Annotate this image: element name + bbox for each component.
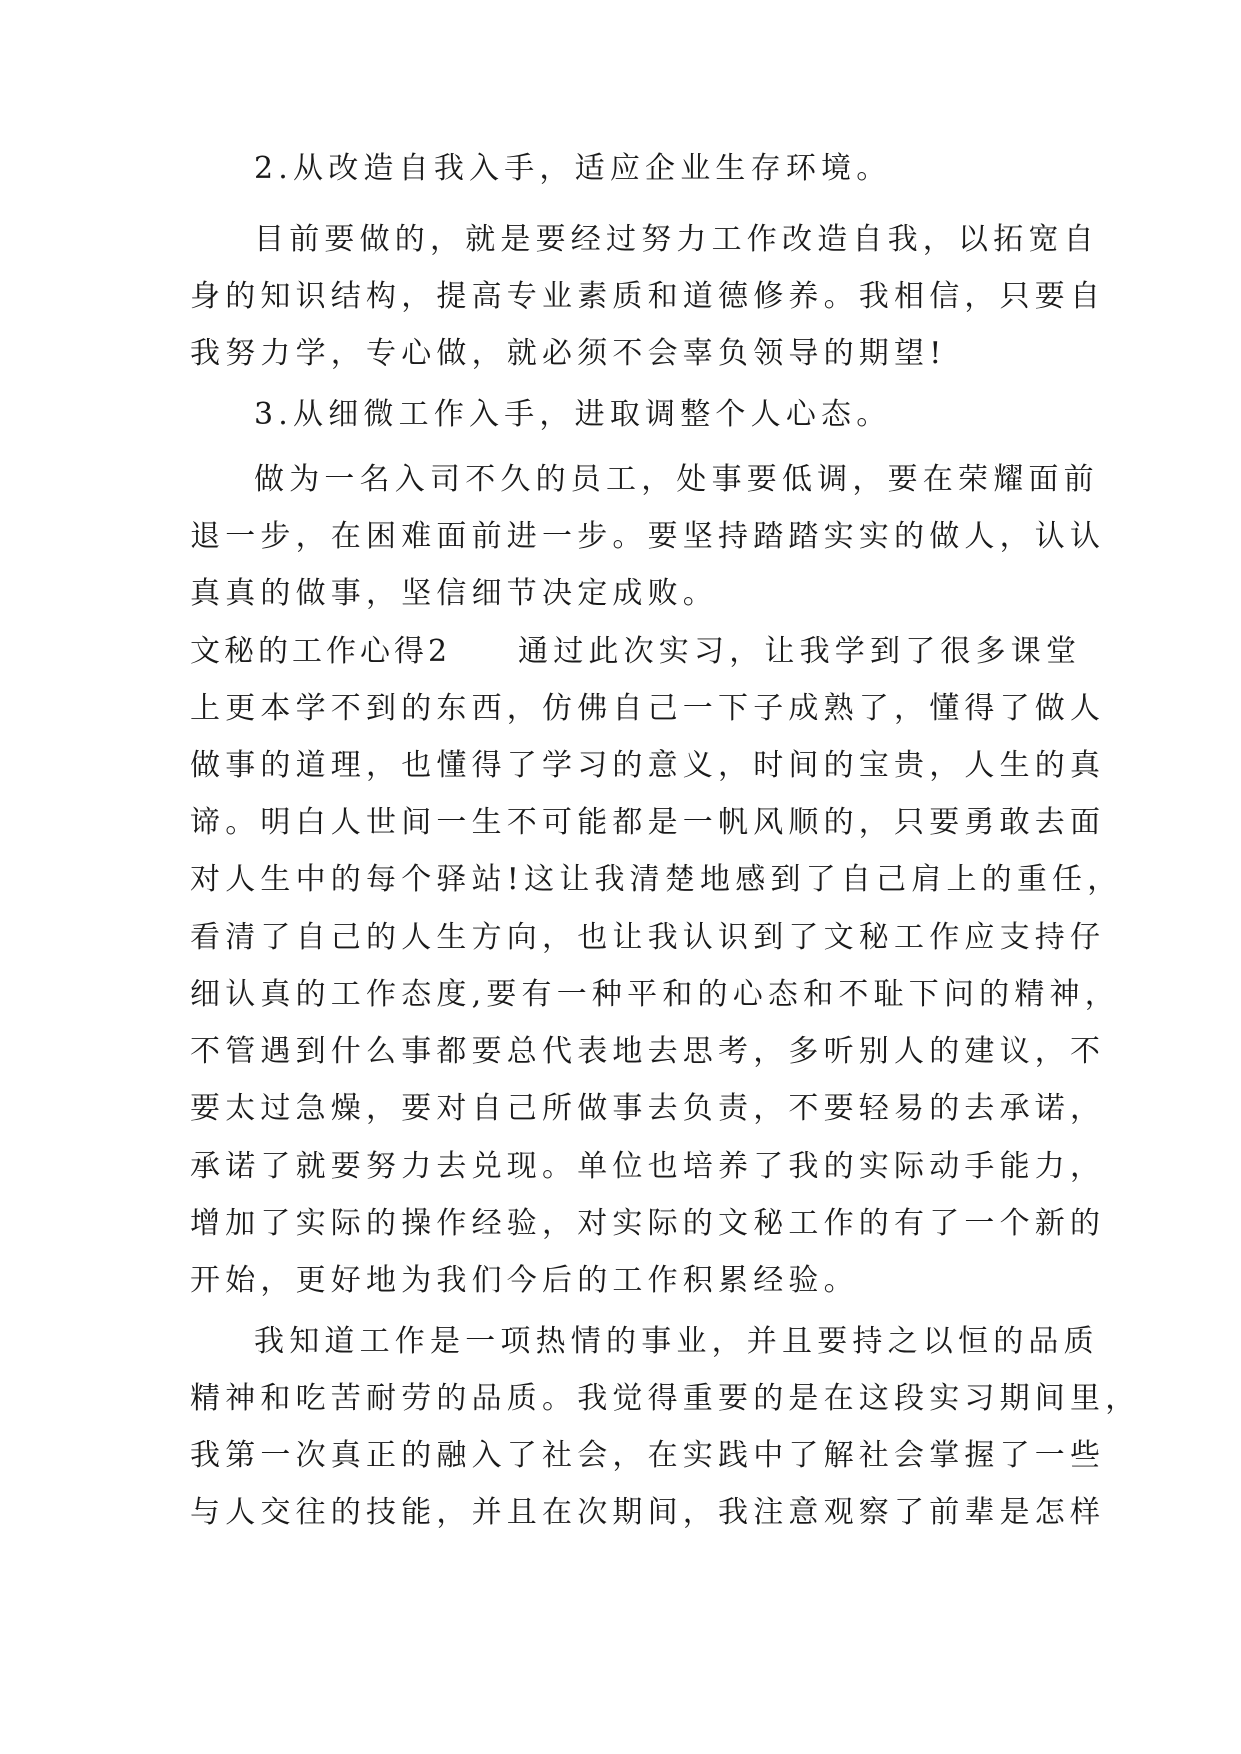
paragraph-line: 要太过急燥，要对自己所做事去负责，不要轻易的去承诺， [190, 1091, 1106, 1126]
paragraph-line: 承诺了就要努力去兑现。单位也培养了我的实际动手能力， [190, 1149, 1106, 1184]
paragraph-line: 上更本学不到的东西，仿佛自己一下子成熟了，懂得了做人 [190, 691, 1106, 726]
paragraph-line: 做为一名入司不久的员工，处事要低调，要在荣耀面前 [254, 462, 1099, 497]
paragraph-line: 谛。明白人世间一生不可能都是一帆风顺的，只要勇敢去面 [190, 805, 1106, 840]
paragraph-line: 我第一次真正的融入了社会，在实践中了解社会掌握了一些 [190, 1438, 1106, 1473]
paragraph-line: 我努力学，专心做，就必须不会辜负领导的期望! [190, 336, 947, 371]
paragraph-line: 细认真的工作态度,要有一种平和的心态和不耻下问的精神， [190, 977, 1120, 1012]
paragraph-line: 真真的做事，坚信细节决定成败。 [190, 576, 718, 611]
section-heading-2: 2.从改造自我入手，适应企业生存环境。 [254, 151, 892, 186]
paragraph-line: 目前要做的，就是要经过努力工作改造自我，以拓宽自 [254, 222, 1099, 257]
paragraph-line: 不管遇到什么事都要总代表地去思考，多听别人的建议，不 [190, 1034, 1106, 1069]
essay-title: 文秘的工作心得2 [190, 634, 452, 669]
paragraph-line: 与人交往的技能，并且在次期间，我注意观察了前辈是怎样 [190, 1495, 1106, 1530]
paragraph-line: 通过此次实习，让我学到了很多课堂 [518, 634, 1082, 669]
paragraph-line: 增加了实际的操作经验，对实际的文秘工作的有了一个新的 [190, 1206, 1106, 1241]
paragraph-line: 对人生中的每个驿站!这让我清楚地感到了自己肩上的重任， [190, 862, 1123, 897]
paragraph-line: 精神和吃苦耐劳的品质。我觉得重要的是在这段实习期间里， [190, 1381, 1141, 1416]
paragraph-line: 我知道工作是一项热情的事业，并且要持之以恒的品质 [254, 1324, 1099, 1359]
paragraph-line: 开始，更好地为我们今后的工作积累经验。 [190, 1263, 859, 1298]
section-heading-3: 3.从细微工作入手，进取调整个人心态。 [254, 397, 892, 432]
paragraph-line: 身的知识结构，提高专业素质和道德修养。我相信，只要自 [190, 279, 1106, 314]
paragraph-line: 退一步，在困难面前进一步。要坚持踏踏实实的做人，认认 [190, 519, 1106, 554]
paragraph-line: 看清了自己的人生方向，也让我认识到了文秘工作应支持仔 [190, 920, 1106, 955]
paragraph-line: 做事的道理，也懂得了学习的意义，时间的宝贵，人生的真 [190, 748, 1106, 783]
